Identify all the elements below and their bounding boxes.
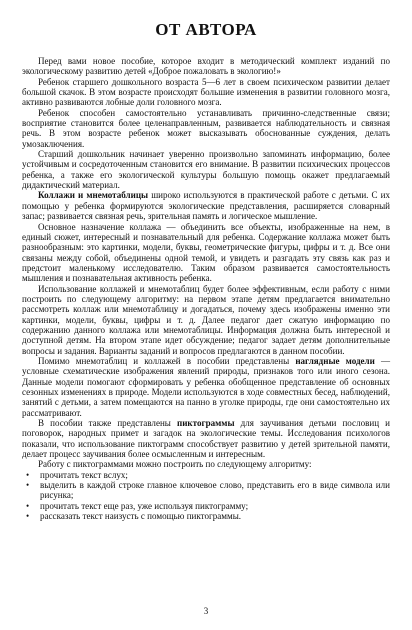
- paragraph-collages: [22, 190, 390, 221]
- pictograms-term: пиктограммы: [176, 418, 235, 429]
- list-item: • прочитать текст вслух;: [22, 470, 390, 480]
- list-item: • рассказать текст наизусть с помощью пиктограммы.: [22, 511, 390, 521]
- collages-text: широко используются в практической работе с детьми. С их помощью у ребенка формируются экологические представления, расширяется словарный запас; развивается связная речь, зрительная память и логическое мышление.: [22, 190, 390, 222]
- paragraph-attention: Старший дошкольник начинает уверенно произвольно запоминать информацию, более устойчивым и сосредоточенным становится его внимание. В развитии психических процессов ребенка, а также его экологической культуры большую помощь окажет предлагаемый дидактический материал.: [22, 149, 390, 191]
- paragraph-abilities: Ребенок способен самостоятельно устанавливать причинно-следственные связи; восприятие становится более целенаправленным, развивается наблюдательность и связная речь. В этом возрасте ребенок может высказывать обоснованные суждения, делать умозаключения.: [22, 107, 390, 149]
- list-item: • выделить в каждой строке главное ключевое слово, представить его в виде символа или рисунка;: [22, 480, 390, 501]
- paragraph-pictograms: [22, 418, 390, 459]
- models-text-b: — условные схематические изображения явлений природы, признаков того или иного сезона. Данные модели помогают сформировать у ребенка обобщенное представление об основных сезонных изменениях в природе. Модели используются в ходе совместных бесед, наблюдений, занятий с детьми, а затем помещаются на панно в уголке природы, где они самостоятельно их рассматривают.: [22, 355, 391, 418]
- list-item: • прочитать текст еще раз, уже используя пиктограмму;: [22, 501, 390, 511]
- collages-term: Коллажи и мнемотаблицы: [38, 190, 149, 201]
- models-text-a: Помимо мнемотаблиц и коллажей в пособии представлены: [38, 355, 296, 366]
- paragraph-algorithm: Использование коллажей и мнемотаблиц будет более эффективным, если работу с ними построить по следующему алгоритму: на первом этапе детям предлагается внимательно рассмотреть коллаж или мнемотаблицу и догадаться, почему здесь изображены именно эти картинки, модели, буквы, цифры и т. д. Далее педагог дает сжатую информацию по содержанию данного коллажа или мнемотаблицы. Информация должна быть интересной и доступной детям. На втором этапе идет обсуждение; педагог задает детям дополнительные вопросы и задания. Варианты заданий и вопросов предлагаются в данном пособии.: [22, 283, 390, 356]
- paragraph-models: [22, 356, 390, 418]
- paragraph-pictogram-algorithm: Работу с пиктограммами можно построить по следующему алгоритму:: [38, 459, 312, 470]
- steps-list: [22, 470, 390, 522]
- models-term: наглядные модели: [295, 355, 375, 366]
- paragraph-intro: Перед вами новое пособие, которое входит в методический комплект изданий по экологическому развитию детей «Доброе пожаловать в экологию!»: [22, 56, 390, 77]
- paragraph-age: Ребенок старшего дошкольного возраста 5—6 лет в своем психическом развитии делает большой скачок. В этом возрасте происходят большие изменения в развитии головного мозга, активно развиваются лобные доли головного мозга.: [22, 76, 390, 108]
- page-title: ОТ АВТОРА: [155, 20, 257, 39]
- pictograms-text-a: В пособии также представлены: [38, 418, 177, 429]
- pictograms-text-b: для заучивания детьми пословиц и поговорок, народных примет и загадок на экологические темы. Исследования психологов показали, что использование пиктограмм способствует развитию у детей зрительной памяти, делает процесс заучивания более осмысленным и интересным.: [22, 418, 390, 460]
- paragraph-collage-purpose: Основное назначение коллажа — объединить все объекты, изображенные на нем, в единый сюжет, интересный и познавательный для ребенка. Содержание коллажа может быть разнообразным: это картинки, модели, буквы, геометрические фигуры, цифры и т. д. Все они связаны между собой, объединены одной темой, и увидеть и разгадать эту связь как раз и предстоит маленькому исследователю. Таким образом развивается самостоятельность мышления и познавательная активность ребенка.: [22, 221, 390, 284]
- page-number: 3: [203, 606, 209, 616]
